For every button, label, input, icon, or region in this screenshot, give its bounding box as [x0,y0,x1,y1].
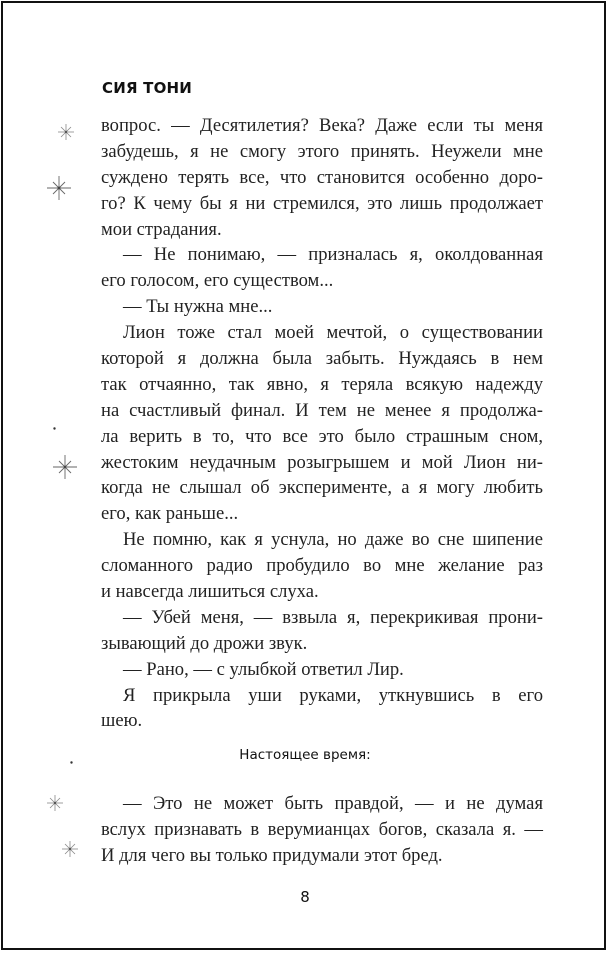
text-line: — Ты нужна мне... [123,296,273,318]
text-line: его голосом, его существом... [101,270,334,292]
text-line: зывающий до дрожи звук. [101,632,308,654]
text-line: которой я должна была забыть. Нуждаясь в нем [101,348,543,370]
paragraph [101,683,543,735]
paragraph [101,294,543,320]
text-line: жестоким неудачным розыгрышем и мой Лион ни- [101,451,543,473]
text-line: шею. [101,710,143,732]
text-line: когда не слышал об эксперименте, а я могу любить [101,477,543,499]
text-line: го? К чему бы я ни стремился, это лишь продолжает [101,192,543,214]
paragraph [101,657,543,683]
text-line: И для чего вы только придумали этот бред. [101,844,443,866]
sparkle-star-icon [47,795,63,811]
text-line: вопрос. — Десятилетия? Века? Даже если ты меня [101,115,543,136]
paragraph [101,242,543,294]
text-line: мои страдания. [101,218,222,240]
text-line: — Рано, — с улыбкой ответил Лир. [123,658,404,680]
text-line: Не помню, как я уснула, но даже во сне шипение [123,529,543,551]
paragraph [101,791,543,869]
page-number: 8 [300,888,310,906]
text-line: — Убей меня, — взвыла я, перекрикивая прони- [123,606,543,628]
dot-icon [70,761,73,764]
paragraph [101,320,543,527]
sparkle-star-icon [58,124,74,140]
text-line: Лион тоже стал моей мечтой, о существовании [123,322,543,344]
text-line: Я прикрыла уши руками, уткнувшись в его [123,684,543,706]
text-line: суждено терять все, что становится особенно доро- [101,166,543,188]
text-line: его, как раньше... [101,503,239,525]
text-line: так отчаянно, так явно, я теряла всякую надежду [101,373,543,395]
text-line: ла верить в то, что все это было страшным сном, [101,425,543,447]
text-line: — Не понимаю, — призналась я, околдованная [123,244,543,266]
sparkle-star-icon [47,176,71,200]
section-heading: Настоящее время: [239,747,371,763]
text-line: и навсегда лишиться слуха. [101,581,319,603]
body-text-main [101,113,543,734]
paragraph [101,527,543,605]
sparkle-star-icon [62,841,78,857]
text-line: забудешь, я не смогу этого принять. Неужели мне [101,140,543,162]
text-line: на счастливый финал. И тем не менее я продолжа- [101,399,543,421]
dot-icon [53,427,56,430]
text-line: — Это не может быть правдой, — и не думая [123,793,543,814]
text-line: вслух признавать в верумианцах богов, сказала я. — [101,818,543,840]
running-head-author: СИЯ ТОНИ [102,79,193,97]
paragraph [101,605,543,657]
text-line: сломанного радио пробудило во мне желание раз [101,555,543,577]
paragraph [101,113,543,242]
body-text-present [101,791,543,869]
sparkle-star-icon [53,455,77,479]
